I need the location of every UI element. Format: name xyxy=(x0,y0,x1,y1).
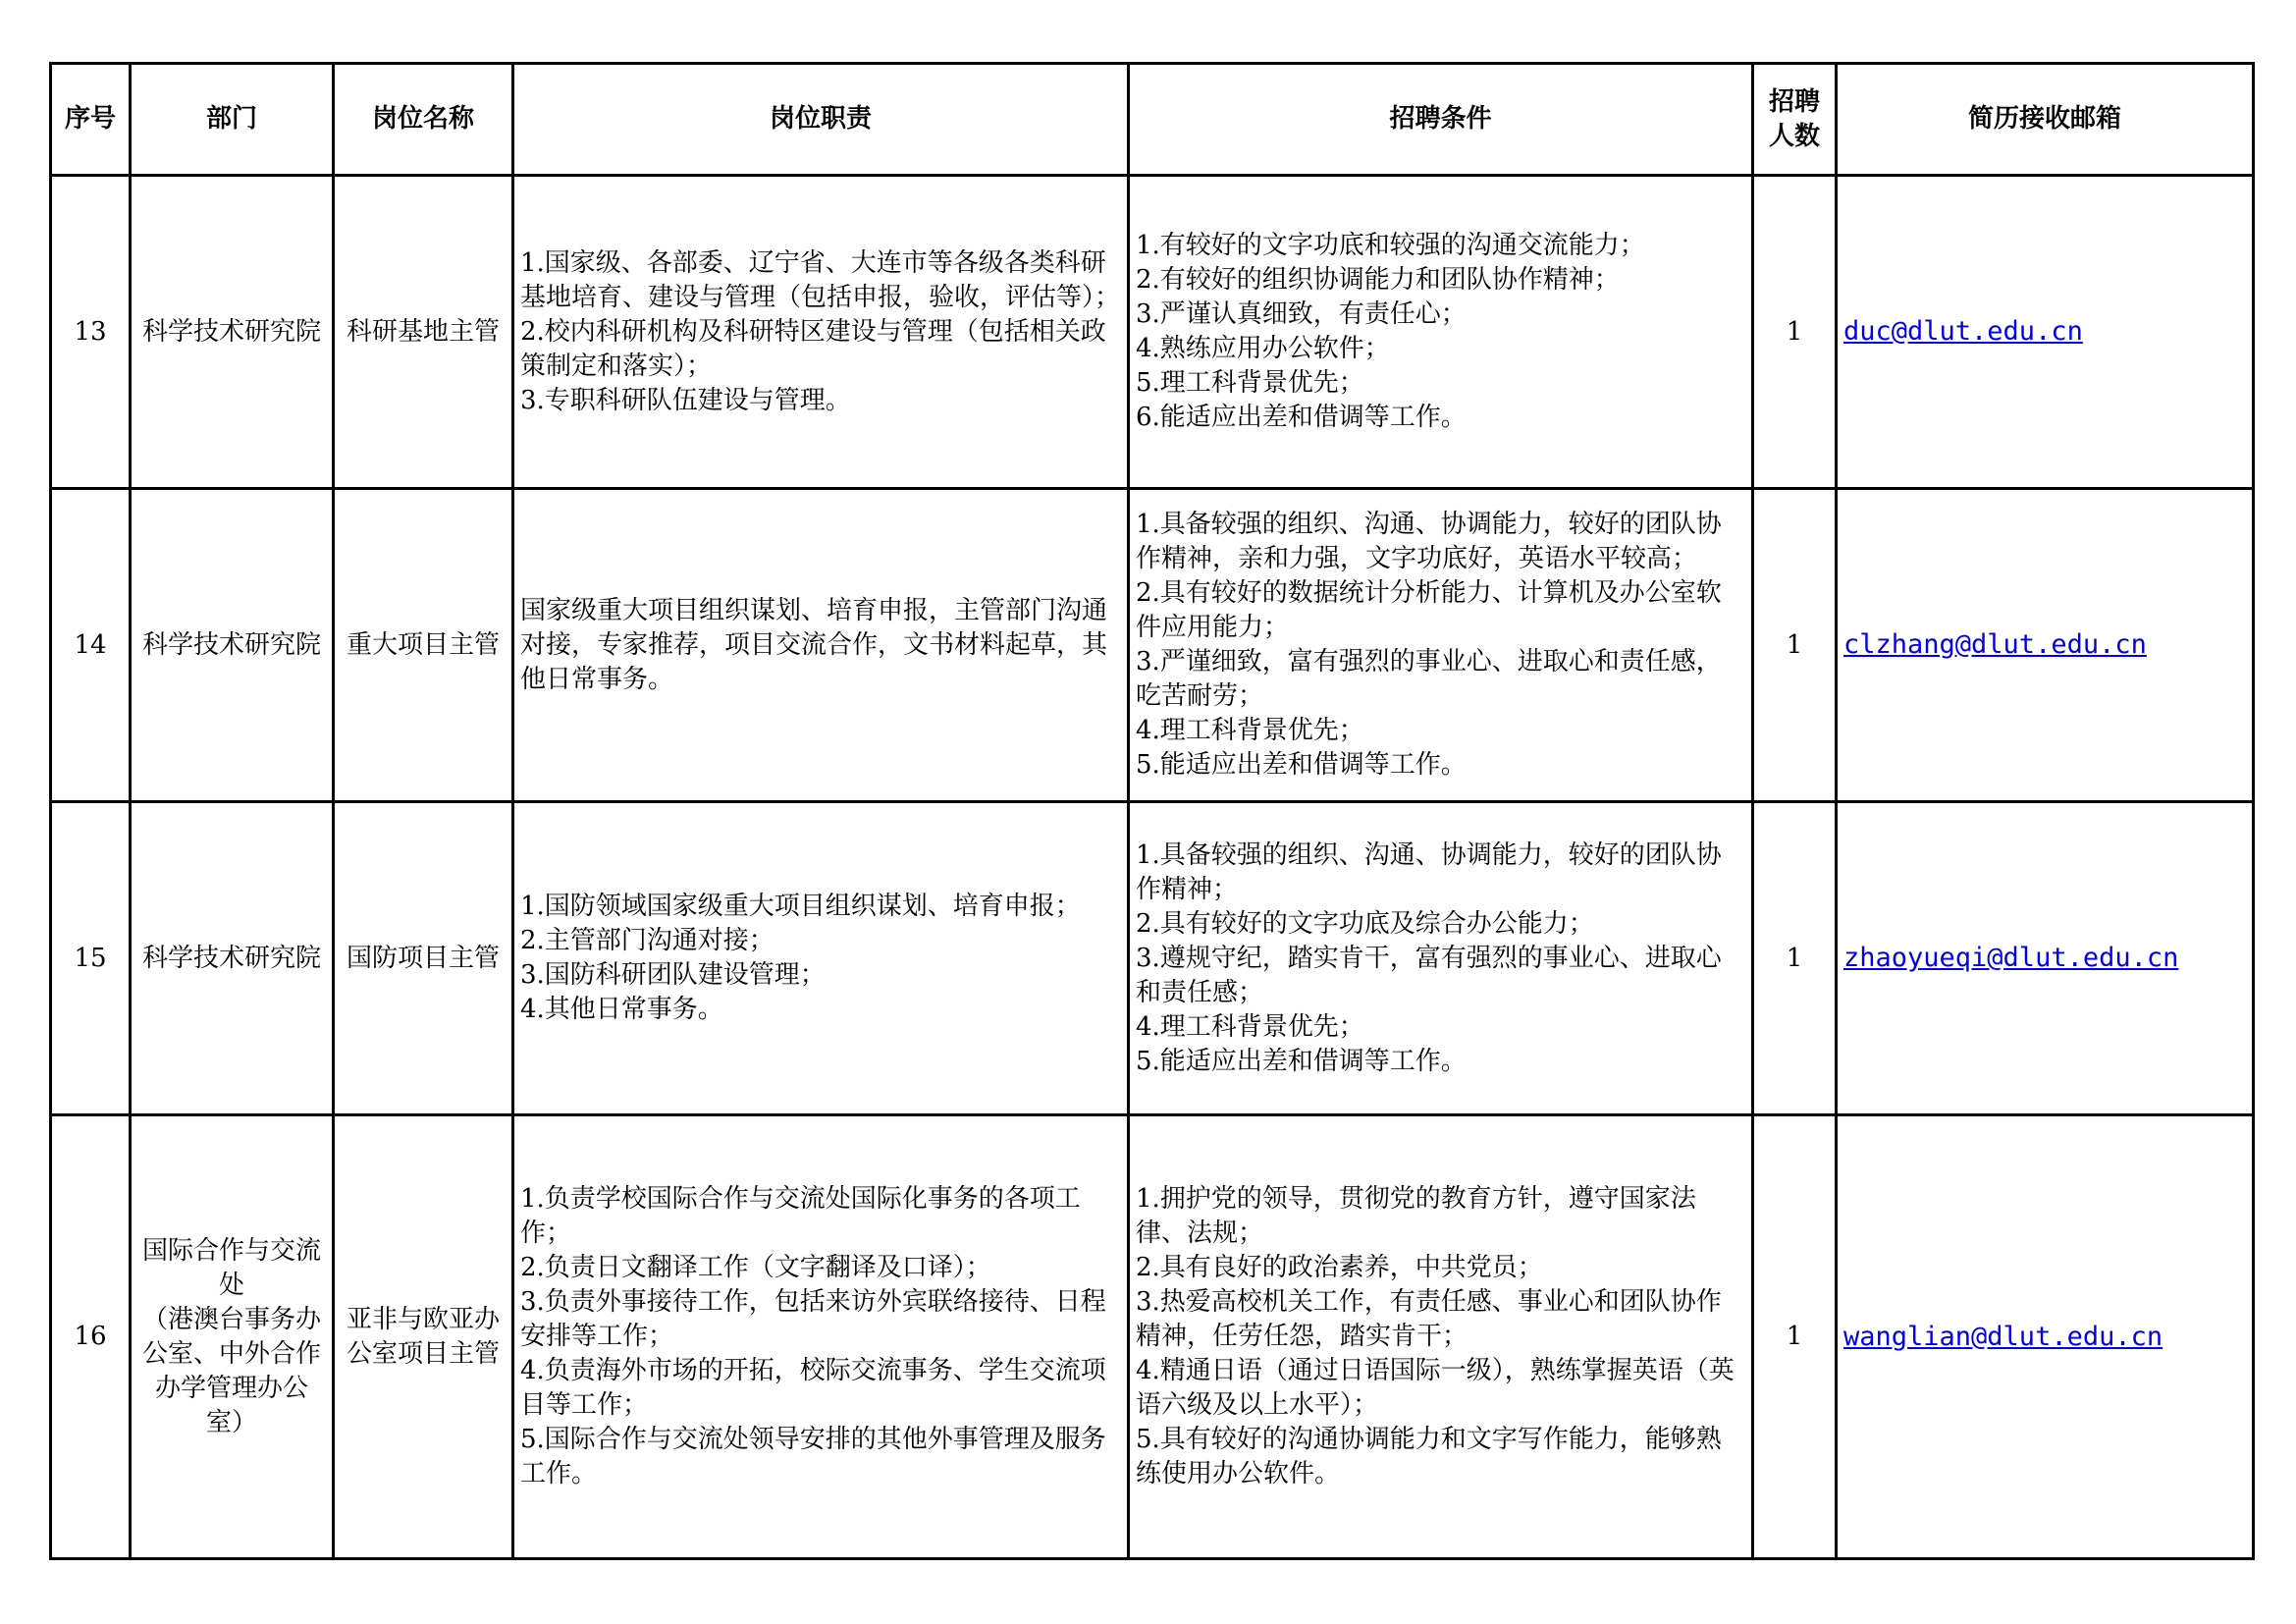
row-req: 1.有较好的文字功底和较强的沟通交流能力； 2.有较好的组织协调能力和团队协作精神； 3.严谨认真细致，有责任心； 4.熟练应用办公软件； 5.理工科背景优先； 6.能适应出差和借调等工作。 xyxy=(1129,176,1753,489)
row-count: 1 xyxy=(1753,176,1837,489)
table-row xyxy=(51,489,2254,802)
header-dept: 部门 xyxy=(131,64,334,176)
row-count: 1 xyxy=(1753,802,1837,1115)
row-seq: 13 xyxy=(51,176,131,489)
row-seq: 15 xyxy=(51,802,131,1115)
row-title: 科研基地主管 xyxy=(334,176,513,489)
table-row xyxy=(51,802,2254,1115)
row-duty: 1.国家级、各部委、辽宁省、大连市等各级各类科研基地培育、建设与管理（包括申报，验收，评估等）； 2.校内科研机构及科研特区建设与管理（包括相关政策制定和落实）； 3.专职科研队伍建设与管理。 xyxy=(513,176,1129,489)
header-row xyxy=(51,64,2254,176)
row-dept: 科学技术研究院 xyxy=(131,802,334,1115)
row-req: 1.具备较强的组织、沟通、协调能力，较好的团队协作精神，亲和力强，文字功底好，英语水平较高； 2.具有较好的数据统计分析能力、计算机及办公室软件应用能力； 3.严谨细致，富有强烈的事业心、进取心和责任感，吃苦耐劳； 4.理工科背景优先； 5.能适应出差和借调等工作。 xyxy=(1129,489,1753,802)
row-req: 1.拥护党的领导，贯彻党的教育方针，遵守国家法律、法规； 2.具有良好的政治素养，中共党员； 3.热爱高校机关工作，有责任感、事业心和团队协作精神，任劳任怨，踏实肯干； 4.精通日语（通过日语国际一级），熟练掌握英语（英语六级及以上水平）； 5.具有较好的沟通协调能力和文字写作能力，能够熟练使用办公软件。 xyxy=(1129,1115,1753,1559)
row-email-cell xyxy=(1837,1115,2254,1559)
email-link[interactable]: zhaoyueqi@dlut.edu.cn xyxy=(1843,943,2179,973)
recruitment-table xyxy=(49,62,2255,1560)
row-dept: 科学技术研究院 xyxy=(131,176,334,489)
table-row xyxy=(51,1115,2254,1559)
table-row xyxy=(51,176,2254,489)
row-title: 重大项目主管 xyxy=(334,489,513,802)
email-link[interactable]: duc@dlut.edu.cn xyxy=(1843,316,2083,347)
header-seq: 序号 xyxy=(51,64,131,176)
row-dept: 国际合作与交流处 （港澳台事务办公室、中外合作办学管理办公室） xyxy=(131,1115,334,1559)
row-count: 1 xyxy=(1753,489,1837,802)
row-duty: 1.国防领域国家级重大项目组织谋划、培育申报； 2.主管部门沟通对接； 3.国防科研团队建设管理； 4.其他日常事务。 xyxy=(513,802,1129,1115)
row-email-cell xyxy=(1837,802,2254,1115)
row-seq: 16 xyxy=(51,1115,131,1559)
header-email: 简历接收邮箱 xyxy=(1837,64,2254,176)
row-count: 1 xyxy=(1753,1115,1837,1559)
row-title: 国防项目主管 xyxy=(334,802,513,1115)
row-duty: 1.负责学校国际合作与交流处国际化事务的各项工作； 2.负责日文翻译工作（文字翻译及口译）； 3.负责外事接待工作，包括来访外宾联络接待、日程安排等工作； 4.负责海外市场的开拓，校际交流事务、学生交流项目等工作； 5.国际合作与交流处领导安排的其他外事管理及服务工作。 xyxy=(513,1115,1129,1559)
row-duty: 国家级重大项目组织谋划、培育申报，主管部门沟通对接，专家推荐，项目交流合作，文书材料起草，其他日常事务。 xyxy=(513,489,1129,802)
header-count: 招聘 人数 xyxy=(1753,64,1837,176)
row-title: 亚非与欧亚办公室项目主管 xyxy=(334,1115,513,1559)
email-link[interactable]: wanglian@dlut.edu.cn xyxy=(1843,1321,2163,1352)
header-duty: 岗位职责 xyxy=(513,64,1129,176)
email-link[interactable]: clzhang@dlut.edu.cn xyxy=(1843,629,2147,660)
header-req: 招聘条件 xyxy=(1129,64,1753,176)
row-req: 1.具备较强的组织、沟通、协调能力，较好的团队协作精神； 2.具有较好的文字功底及综合办公能力； 3.遵规守纪，踏实肯干，富有强烈的事业心、进取心和责任感； 4.理工科背景优先； 5.能适应出差和借调等工作。 xyxy=(1129,802,1753,1115)
header-title: 岗位名称 xyxy=(334,64,513,176)
row-email-cell xyxy=(1837,176,2254,489)
row-email-cell xyxy=(1837,489,2254,802)
row-seq: 14 xyxy=(51,489,131,802)
row-dept: 科学技术研究院 xyxy=(131,489,334,802)
